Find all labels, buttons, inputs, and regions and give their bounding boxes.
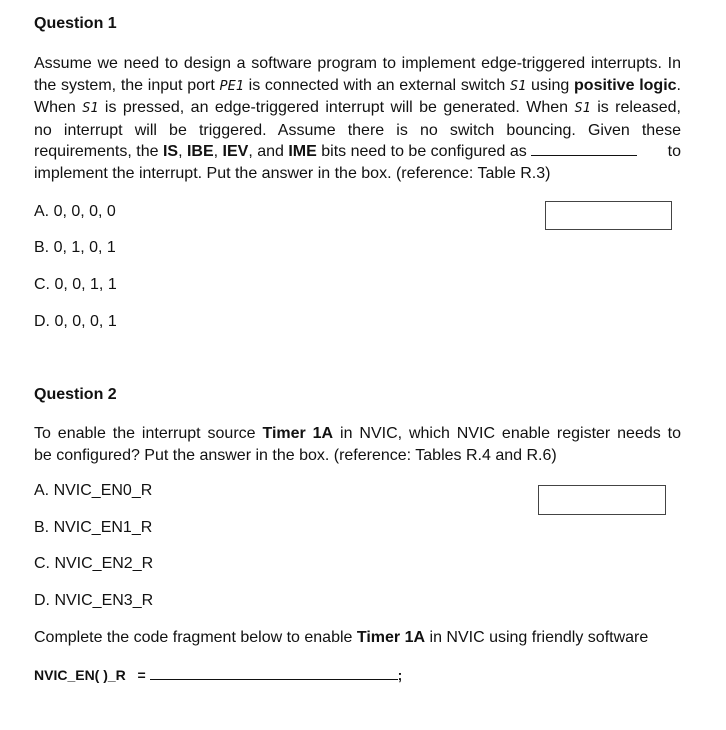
q1-line-5: requirements, the IS, IBE, IEV, and IME bits need to be configured as to <box>34 143 681 160</box>
question-2-title: Question 2 <box>34 386 117 403</box>
q1-line-4: no interrupt will be triggered. Assume there is no switch bouncing. Given these <box>34 121 681 139</box>
q2-code-fragment: NVIC_EN( )_R = ; <box>34 667 403 683</box>
q1-answer-box[interactable] <box>545 201 672 230</box>
q1-line-2: the system, the input port PE1 is connected with an external switch S1 using positive logic. <box>34 76 681 94</box>
q2-option-d[interactable]: D. NVIC_EN3_R <box>34 592 154 609</box>
q1-option-a[interactable]: A. 0, 0, 0, 0 <box>34 203 116 220</box>
q2-code-instruction: Complete the code fragment below to enable Timer 1A in NVIC using friendly software <box>34 629 649 646</box>
q1-line-3: When S1 is pressed, an edge-triggered interrupt will be generated. When S1 is released, <box>34 99 681 116</box>
q2-answer-box[interactable] <box>538 485 666 515</box>
question-1-title: Question 1 <box>34 15 117 32</box>
question-2-text <box>34 423 681 466</box>
q2-option-c[interactable]: C. NVIC_EN2_R <box>34 555 154 572</box>
q1-option-d[interactable]: D. 0, 0, 0, 1 <box>34 313 117 330</box>
q2-option-a[interactable]: A. NVIC_EN0_R <box>34 482 153 499</box>
q1-line-6: implement the interrupt. Put the answer in the box. (reference: Table R.3) <box>34 164 551 182</box>
q2-code-fill-blank[interactable] <box>150 667 398 680</box>
q1-option-c[interactable]: C. 0, 0, 1, 1 <box>34 276 117 293</box>
question-1-text <box>34 53 681 184</box>
q2-line-1: To enable the interrupt source Timer 1A in NVIC, which NVIC enable register needs to <box>34 425 682 442</box>
q2-line-2: be configured? Put the answer in the box. (reference: Tables R.4 and R.6) <box>34 446 557 464</box>
q1-fill-blank[interactable] <box>531 141 637 156</box>
q2-option-b[interactable]: B. NVIC_EN1_R <box>34 519 153 536</box>
q1-line-1: Assume we need to design a software program to implement edge-triggered interrupts. In <box>34 55 681 72</box>
q1-option-b[interactable]: B. 0, 1, 0, 1 <box>34 239 116 256</box>
